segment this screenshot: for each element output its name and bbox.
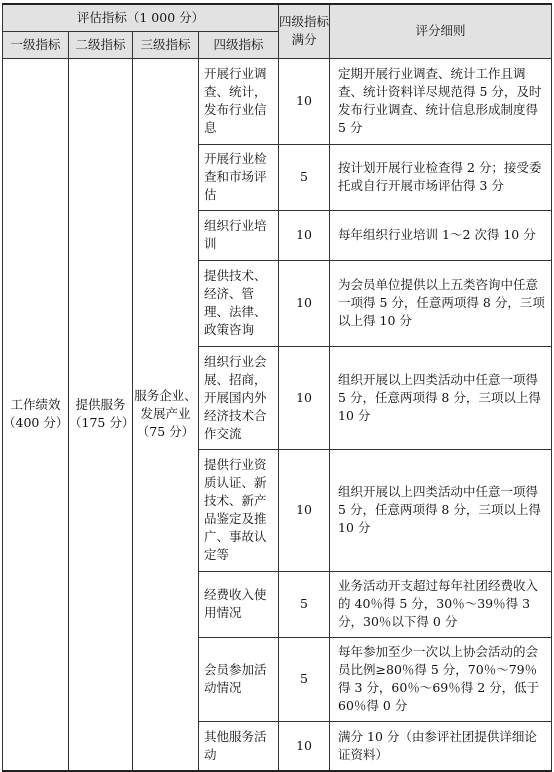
score-cell: 5 [279, 144, 330, 210]
indicator-cell: 提供行业资质认证、新技术、新产品鉴定及推广、事故认定等 [199, 449, 279, 571]
indicator-cell: 组织行业培训 [199, 210, 279, 260]
header-group: 评估指标（1 000 分） [3, 4, 279, 31]
level3-score: （75 分） [136, 424, 195, 440]
score-cell: 5 [279, 571, 330, 637]
header-level3: 三级指标 [133, 31, 199, 58]
table-row [3, 58, 552, 144]
score-cell: 10 [279, 721, 330, 771]
score-cell: 10 [279, 260, 330, 346]
header-full-score: 四级指标满分 [279, 4, 330, 58]
detail-cell: 为会员单位提供以上五类咨询中任意一项得 5 分，任意两项得 8 分，三项以上得 10 分 [330, 260, 552, 346]
score-cell: 10 [279, 58, 330, 144]
header-level4: 四级指标 [199, 31, 279, 58]
indicator-cell: 开展行业调查、统计，发布行业信息 [199, 58, 279, 144]
detail-cell: 定期开展行业调查、统计工作且调查、统计资料详尽规范得 5 分，及时发布行业调查、统计信息形成制度得 5 分 [330, 58, 552, 144]
level1-name: 工作绩效 [10, 397, 61, 413]
indicator-cell: 其他服务活动 [199, 721, 279, 771]
indicator-cell: 提供技术、经济、管理、法律、政策咨询 [199, 260, 279, 346]
level2-name: 提供服务 [75, 397, 126, 413]
indicator-cell: 组织行业会展、招商，开展国内外经济技术合作交流 [199, 346, 279, 449]
detail-cell: 组织开展以上四类活动中任意一项得 5 分，任意两项得 8 分，三项以上得 10 分 [330, 346, 552, 449]
level1-score: （400 分） [3, 415, 69, 431]
score-cell: 10 [279, 210, 330, 260]
level3-name: 服务企业、发展产业 [134, 388, 197, 422]
indicator-cell: 经费收入使用情况 [199, 571, 279, 637]
score-cell: 5 [279, 637, 330, 721]
header-detail: 评分细则 [330, 4, 552, 58]
level3-cell [133, 58, 199, 771]
level2-score: （175 分） [69, 415, 135, 431]
evaluation-table [2, 3, 552, 772]
indicator-cell: 会员参加活动情况 [199, 637, 279, 721]
header-level2: 二级指标 [69, 31, 133, 58]
detail-cell: 按计划开展行业检查得 2 分；接受委托或自行开展市场评估得 3 分 [330, 144, 552, 210]
header-level1: 一级指标 [3, 31, 69, 58]
score-cell: 10 [279, 346, 330, 449]
detail-cell: 业务活动开支超过每年社团经费收入的 40％得 5 分，30％～39％得 3 分，30％以下得 0 分 [330, 571, 552, 637]
detail-cell: 每年参加至少一次以上协会活动的会员比例≥80％得 5 分，70％～79％得 3 分，60％～69％得 2 分，低于 60％得 0 分 [330, 637, 552, 721]
detail-cell: 每年组织行业培训 1～2 次得 10 分 [330, 210, 552, 260]
score-cell: 10 [279, 449, 330, 571]
level2-cell [69, 58, 133, 771]
detail-cell: 组织开展以上四类活动中任意一项得 5 分，任意两项得 8 分，三项以上得 10 分 [330, 449, 552, 571]
detail-cell: 满分 10 分（由参评社团提供详细论证资料） [330, 721, 552, 771]
level1-cell [3, 58, 69, 771]
indicator-cell: 开展行业检查和市场评估 [199, 144, 279, 210]
